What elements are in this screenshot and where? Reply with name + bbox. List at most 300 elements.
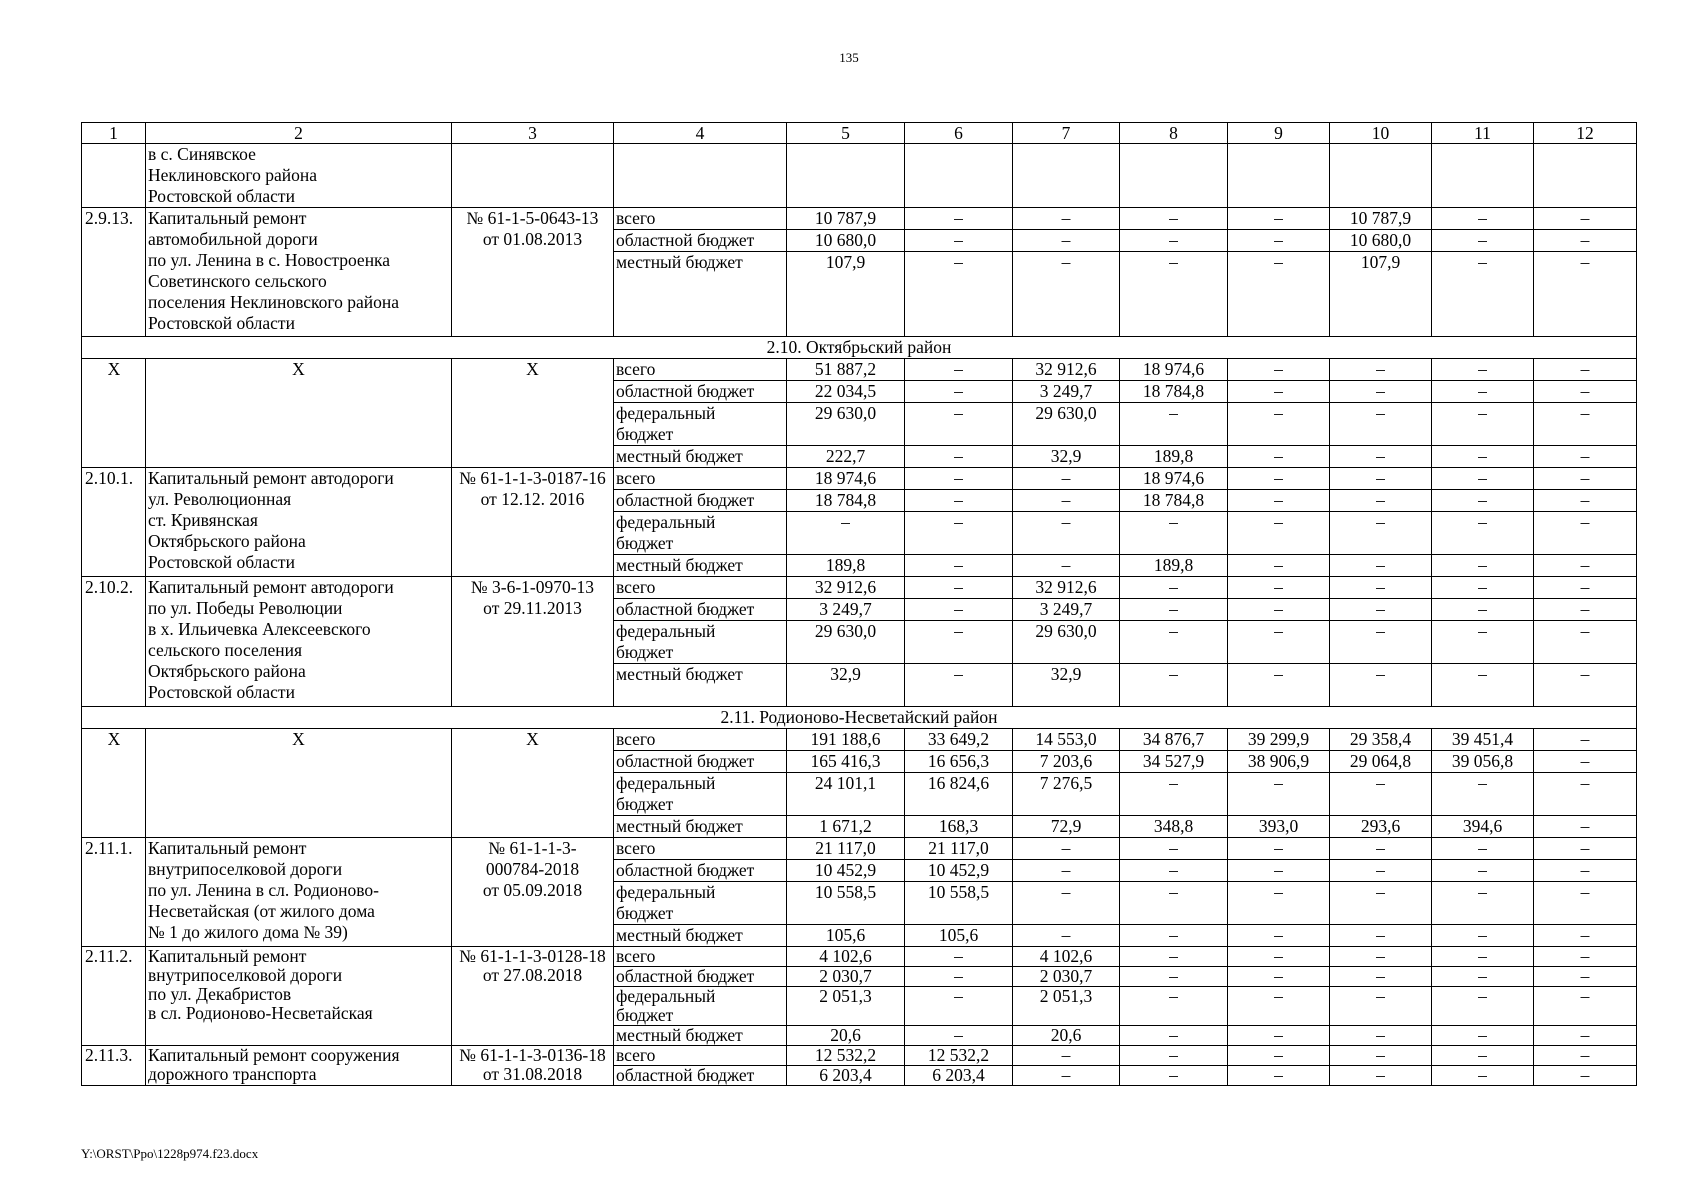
funding-source	[614, 816, 787, 838]
item-description-text: Капитальный ремонт автодороги ул. Революционная ст. Кривянская Октябрьского района Ростовской области	[148, 468, 394, 572]
funding-source	[614, 252, 787, 337]
value-cell: –	[1013, 860, 1120, 882]
value-cell: –	[1120, 838, 1228, 860]
value-cell: 29 630,0	[1013, 621, 1120, 664]
value-cell: –	[1330, 490, 1432, 512]
funding-source	[614, 947, 787, 967]
value-cell: –	[1013, 230, 1120, 252]
item-description	[146, 577, 452, 707]
value-cell: 16 656,3	[905, 751, 1013, 773]
value-cell: –	[1330, 1046, 1432, 1066]
value-cell: 2 030,7	[1013, 967, 1120, 987]
funding-source	[614, 1026, 787, 1046]
item-description-text: в с. Синявское Неклиновского района Ростовской области	[148, 144, 318, 206]
table-row	[82, 947, 1637, 967]
value-cell: –	[905, 1026, 1013, 1046]
funding-source	[614, 882, 787, 925]
funding-source-text: всего	[616, 1045, 656, 1065]
document-reference-text: № 61-1-1-3-0128-18 от 27.08.2018	[459, 946, 606, 985]
funding-source	[614, 555, 787, 577]
value-cell: –	[1534, 1066, 1637, 1086]
table-row	[82, 359, 1637, 381]
value-cell: –	[1432, 664, 1534, 707]
funding-source-text: всего	[616, 729, 656, 749]
document-reference	[452, 838, 614, 947]
item-description-text: Капитальный ремонт автомобильной дороги по ул. Ленина в с. Новостроенка Советинского сельского поселения Неклиновского района Ростовской области	[148, 208, 399, 333]
funding-source-text: всего	[616, 359, 656, 379]
document-reference	[452, 1046, 614, 1086]
item-number-text: 2.11.3.	[85, 1045, 133, 1065]
value-cell: –	[1120, 512, 1228, 555]
value-cell: –	[1330, 664, 1432, 707]
value-cell: 39 056,8	[1432, 751, 1534, 773]
value-cell: –	[1228, 860, 1330, 882]
value-cell: –	[905, 403, 1013, 446]
value-cell: –	[1228, 1046, 1330, 1066]
funding-source-text: областной бюджет	[616, 1065, 755, 1085]
funding-source	[614, 577, 787, 599]
value-cell: 6 203,4	[787, 1066, 905, 1086]
value-cell: –	[1330, 1066, 1432, 1086]
value-cell: –	[1534, 468, 1637, 490]
value-cell: –	[1330, 882, 1432, 925]
value-cell: –	[1534, 860, 1637, 882]
value-cell: –	[905, 621, 1013, 664]
value-cell: 222,7	[787, 446, 905, 468]
funding-source	[614, 230, 787, 252]
value-cell: –	[1432, 1046, 1534, 1066]
table-row	[82, 838, 1637, 860]
value-cell: –	[1534, 1046, 1637, 1066]
value-cell: –	[1534, 208, 1637, 230]
funding-source	[614, 512, 787, 555]
value-cell: –	[1534, 446, 1637, 468]
item-number-text: Х	[107, 359, 121, 379]
value-cell: 20,6	[1013, 1026, 1120, 1046]
value-cell: –	[1330, 468, 1432, 490]
value-cell: –	[1432, 1066, 1534, 1086]
page-number: 135	[839, 50, 859, 65]
item-number-text: 2.11.2.	[85, 946, 133, 966]
table-body	[82, 123, 1637, 1086]
value-cell: –	[1330, 925, 1432, 947]
value-cell: –	[1534, 381, 1637, 403]
value-cell: 20,6	[787, 1026, 905, 1046]
value-cell: –	[905, 490, 1013, 512]
value-cell: –	[1432, 599, 1534, 621]
value-cell: –	[1432, 468, 1534, 490]
value-cell: 34 876,7	[1120, 729, 1228, 751]
document-reference-text: № 61-1-1-3-0136-18 от 31.08.2018	[459, 1045, 606, 1084]
value-cell: –	[1228, 599, 1330, 621]
funding-source-text: всего	[616, 208, 656, 228]
item-description	[146, 729, 452, 838]
value-cell: –	[1432, 621, 1534, 664]
value-cell: –	[1228, 967, 1330, 987]
value-cell: –	[1432, 512, 1534, 555]
item-description-text: Капитальный ремонт внутрипоселковой дороги по ул. Ленина в сл. Родионово- Несветайская (от жилого дома № 1 до жилого дома № 39)	[148, 838, 379, 942]
value-cell: 189,8	[1120, 446, 1228, 468]
funding-source-text: областной бюджет	[616, 599, 755, 619]
header-cell: 5	[787, 123, 905, 144]
value-cell: –	[905, 599, 1013, 621]
value-cell: –	[1228, 490, 1330, 512]
value-cell: –	[1534, 252, 1637, 337]
funding-source-text: федеральный бюджет	[616, 882, 716, 923]
value-cell: 21 117,0	[787, 838, 905, 860]
value-cell: –	[1120, 599, 1228, 621]
funding-source-text: местный бюджет	[616, 664, 743, 684]
value-cell: –	[1013, 1066, 1120, 1086]
item-description	[146, 1046, 452, 1086]
funding-source	[614, 860, 787, 882]
value-cell: –	[1120, 1026, 1228, 1046]
value-cell: –	[1330, 621, 1432, 664]
funding-source	[614, 1046, 787, 1066]
item-description	[146, 359, 452, 468]
funding-source-text: всего	[616, 838, 656, 858]
value-cell: –	[1120, 577, 1228, 599]
header-cell: 3	[452, 123, 614, 144]
item-description	[146, 208, 452, 337]
value-cell: 105,6	[905, 925, 1013, 947]
value-cell: –	[1228, 664, 1330, 707]
value-cell	[905, 144, 1013, 208]
value-cell: –	[1534, 773, 1637, 816]
item-number	[82, 729, 146, 838]
funding-source-text: областной бюджет	[616, 230, 755, 250]
value-cell: 10 680,0	[787, 230, 905, 252]
value-cell: –	[1432, 403, 1534, 446]
funding-source-text: всего	[616, 946, 656, 966]
value-cell: 24 101,1	[787, 773, 905, 816]
item-number	[82, 1046, 146, 1086]
value-cell: –	[905, 252, 1013, 337]
value-cell: –	[1120, 925, 1228, 947]
value-cell: –	[1432, 860, 1534, 882]
value-cell: 18 974,6	[787, 468, 905, 490]
value-cell: –	[905, 664, 1013, 707]
document-reference-text: № 61-1-5-0643-13 от 01.08.2013	[466, 208, 599, 249]
value-cell: 29 630,0	[787, 403, 905, 446]
funding-source-text: всего	[616, 577, 656, 597]
header-cell: 2	[146, 123, 452, 144]
document-reference	[452, 208, 614, 337]
value-cell: –	[1120, 621, 1228, 664]
value-cell: –	[1228, 1026, 1330, 1046]
header-cell: 10	[1330, 123, 1432, 144]
item-number	[82, 577, 146, 707]
document-reference-text: № 61-1-1-3-0187-16 от 12.12. 2016	[459, 468, 606, 509]
value-cell: –	[1534, 1026, 1637, 1046]
value-cell: –	[1330, 577, 1432, 599]
value-cell: 22 034,5	[787, 381, 905, 403]
value-cell: –	[1534, 987, 1637, 1026]
item-description-text: Капитальный ремонт сооружения дорожного транспорта	[148, 1045, 400, 1084]
value-cell: 32 912,6	[1013, 359, 1120, 381]
value-cell: –	[905, 947, 1013, 967]
funding-source	[614, 773, 787, 816]
value-cell: 107,9	[787, 252, 905, 337]
table-row	[82, 208, 1637, 230]
value-cell: –	[1013, 838, 1120, 860]
value-cell: –	[1013, 208, 1120, 230]
document-reference	[452, 359, 614, 468]
header-cell: 4	[614, 123, 787, 144]
value-cell: –	[1228, 947, 1330, 967]
value-cell: –	[1330, 403, 1432, 446]
value-cell: 72,9	[1013, 816, 1120, 838]
value-cell: 18 974,6	[1120, 359, 1228, 381]
item-number-text: 2.10.2.	[85, 577, 134, 597]
funding-source	[614, 359, 787, 381]
funding-source-text: федеральный бюджет	[616, 986, 716, 1025]
funding-source	[614, 925, 787, 947]
value-cell: –	[1330, 773, 1432, 816]
value-cell: –	[1534, 230, 1637, 252]
value-cell: –	[1120, 773, 1228, 816]
item-description-text: Капитальный ремонт внутрипоселковой дороги по ул. Декабристов в сл. Родионово-Несветайская	[148, 946, 373, 1023]
value-cell: –	[905, 446, 1013, 468]
funding-source-text: местный бюджет	[616, 1025, 743, 1045]
value-cell: –	[1120, 1066, 1228, 1086]
table-row	[82, 577, 1637, 599]
value-cell: –	[1228, 987, 1330, 1026]
value-cell: –	[1330, 359, 1432, 381]
value-cell: –	[1330, 599, 1432, 621]
value-cell: –	[1432, 987, 1534, 1026]
header-cell: 12	[1534, 123, 1637, 144]
value-cell: 12 532,2	[787, 1046, 905, 1066]
item-number-text: 2.9.13.	[85, 208, 134, 228]
funding-source	[614, 967, 787, 987]
value-cell: –	[1013, 882, 1120, 925]
value-cell: –	[1432, 773, 1534, 816]
value-cell: –	[1534, 490, 1637, 512]
funding-source-text: федеральный бюджет	[616, 773, 716, 814]
document-reference-text: № 3-6-1-0970-13 от 29.11.2013	[470, 577, 595, 618]
value-cell: 39 451,4	[1432, 729, 1534, 751]
value-cell: –	[1228, 446, 1330, 468]
funding-source	[614, 144, 787, 208]
value-cell: 10 787,9	[1330, 208, 1432, 230]
value-cell: –	[1534, 947, 1637, 967]
header-cell: 7	[1013, 123, 1120, 144]
value-cell: –	[1120, 860, 1228, 882]
value-cell: 18 784,8	[1120, 490, 1228, 512]
header-cell: 6	[905, 123, 1013, 144]
value-cell: –	[1228, 468, 1330, 490]
funding-source	[614, 446, 787, 468]
value-cell: –	[1432, 882, 1534, 925]
value-cell: –	[1534, 359, 1637, 381]
document-reference	[452, 947, 614, 1046]
funding-source-text: областной бюджет	[616, 490, 755, 510]
table-row	[82, 468, 1637, 490]
value-cell: –	[1013, 468, 1120, 490]
value-cell: –	[1432, 947, 1534, 967]
item-number	[82, 838, 146, 947]
value-cell: 165 416,3	[787, 751, 905, 773]
funding-source-text: местный бюджет	[616, 555, 743, 575]
value-cell: –	[1228, 925, 1330, 947]
item-number	[82, 359, 146, 468]
item-number-text: 2.10.1.	[85, 468, 134, 488]
value-cell: –	[1120, 403, 1228, 446]
item-description	[146, 468, 452, 577]
value-cell: –	[1228, 882, 1330, 925]
document-reference	[452, 468, 614, 577]
value-cell: –	[905, 468, 1013, 490]
value-cell: –	[1228, 252, 1330, 337]
value-cell: –	[1432, 1026, 1534, 1046]
value-cell: 32 912,6	[787, 577, 905, 599]
value-cell: 29 630,0	[1013, 403, 1120, 446]
header-cell: 9	[1228, 123, 1330, 144]
value-cell: –	[1432, 446, 1534, 468]
document-reference	[452, 729, 614, 838]
value-cell: –	[1330, 967, 1432, 987]
value-cell: 4 102,6	[787, 947, 905, 967]
funding-source-text: федеральный бюджет	[616, 621, 716, 662]
value-cell: –	[1432, 925, 1534, 947]
value-cell: –	[1013, 252, 1120, 337]
value-cell: 18 784,8	[787, 490, 905, 512]
value-cell: 4 102,6	[1013, 947, 1120, 967]
value-cell: –	[1432, 490, 1534, 512]
funding-source-text: областной бюджет	[616, 381, 755, 401]
value-cell	[1228, 144, 1330, 208]
funding-source	[614, 751, 787, 773]
value-cell: –	[1432, 967, 1534, 987]
value-cell: –	[1228, 208, 1330, 230]
value-cell: –	[1228, 512, 1330, 555]
value-cell: 3 249,7	[1013, 381, 1120, 403]
value-cell: –	[905, 512, 1013, 555]
value-cell: 6 203,4	[905, 1066, 1013, 1086]
item-description-text: Капитальный ремонт автодороги по ул. Победы Революции в х. Ильичевка Алексеевского сельского поселения Октябрьского района Ростовской области	[148, 577, 394, 702]
value-cell: 2 051,3	[787, 987, 905, 1026]
value-cell: –	[1330, 860, 1432, 882]
section-title: 2.11. Родионово-Несветайский район	[82, 707, 1637, 729]
value-cell: 107,9	[1330, 252, 1432, 337]
item-number	[82, 468, 146, 577]
value-cell: –	[905, 208, 1013, 230]
value-cell: 16 824,6	[905, 773, 1013, 816]
item-number-text: Х	[107, 729, 121, 749]
value-cell: –	[1120, 664, 1228, 707]
value-cell: –	[1120, 1046, 1228, 1066]
value-cell: –	[905, 967, 1013, 987]
funding-source	[614, 664, 787, 707]
value-cell: –	[1534, 599, 1637, 621]
funding-source	[614, 729, 787, 751]
value-cell: 189,8	[787, 555, 905, 577]
value-cell: –	[1432, 252, 1534, 337]
value-cell: –	[1534, 838, 1637, 860]
value-cell: 14 553,0	[1013, 729, 1120, 751]
value-cell: –	[1432, 381, 1534, 403]
value-cell: 168,3	[905, 816, 1013, 838]
item-number	[82, 208, 146, 337]
value-cell: –	[1432, 577, 1534, 599]
value-cell: –	[1228, 359, 1330, 381]
item-description-text: Х	[292, 359, 305, 379]
value-cell: 10 558,5	[787, 882, 905, 925]
section-row	[82, 337, 1637, 359]
value-cell: 29 358,4	[1330, 729, 1432, 751]
value-cell	[787, 144, 905, 208]
document-reference-text: Х	[526, 359, 539, 379]
item-number-text: 2.11.1.	[85, 838, 133, 858]
value-cell: 105,6	[787, 925, 905, 947]
value-cell: –	[1228, 773, 1330, 816]
value-cell: –	[1534, 882, 1637, 925]
funding-source-text: областной бюджет	[616, 860, 755, 880]
value-cell: –	[1432, 555, 1534, 577]
value-cell: 51 887,2	[787, 359, 905, 381]
funding-source	[614, 208, 787, 230]
value-cell: –	[1330, 838, 1432, 860]
value-cell: 1 671,2	[787, 816, 905, 838]
funding-source	[614, 621, 787, 664]
value-cell	[1330, 144, 1432, 208]
value-cell: –	[1228, 381, 1330, 403]
funding-source	[614, 468, 787, 490]
funding-source	[614, 838, 787, 860]
value-cell: –	[1228, 838, 1330, 860]
value-cell: –	[1432, 230, 1534, 252]
funding-source	[614, 381, 787, 403]
value-cell: –	[905, 987, 1013, 1026]
value-cell: 32,9	[1013, 446, 1120, 468]
value-cell: 18 974,6	[1120, 468, 1228, 490]
value-cell: –	[1534, 751, 1637, 773]
value-cell: –	[1120, 967, 1228, 987]
value-cell: –	[1534, 577, 1637, 599]
value-cell: –	[1013, 1046, 1120, 1066]
value-cell: 29 630,0	[787, 621, 905, 664]
item-description-text: Х	[292, 729, 305, 749]
value-cell	[1534, 144, 1637, 208]
value-cell: –	[1534, 621, 1637, 664]
value-cell: –	[1330, 446, 1432, 468]
value-cell: –	[1330, 987, 1432, 1026]
value-cell: –	[1330, 947, 1432, 967]
value-cell: 10 558,5	[905, 882, 1013, 925]
table-row	[82, 144, 1637, 208]
header-cell: 1	[82, 123, 146, 144]
item-description	[146, 144, 452, 208]
value-cell: –	[1330, 512, 1432, 555]
value-cell: 32,9	[1013, 664, 1120, 707]
funding-source-text: всего	[616, 468, 656, 488]
value-cell: –	[787, 512, 905, 555]
value-cell	[1120, 144, 1228, 208]
value-cell: 38 906,9	[1228, 751, 1330, 773]
value-cell: –	[1013, 555, 1120, 577]
document-reference-text: Х	[526, 729, 539, 749]
value-cell: –	[1534, 816, 1637, 838]
value-cell: –	[1228, 1066, 1330, 1086]
value-cell: –	[1120, 208, 1228, 230]
funding-source-text: федеральный бюджет	[616, 512, 716, 553]
value-cell: –	[1330, 381, 1432, 403]
value-cell: –	[905, 577, 1013, 599]
value-cell: 348,8	[1120, 816, 1228, 838]
value-cell	[1432, 144, 1534, 208]
value-cell: –	[1534, 664, 1637, 707]
